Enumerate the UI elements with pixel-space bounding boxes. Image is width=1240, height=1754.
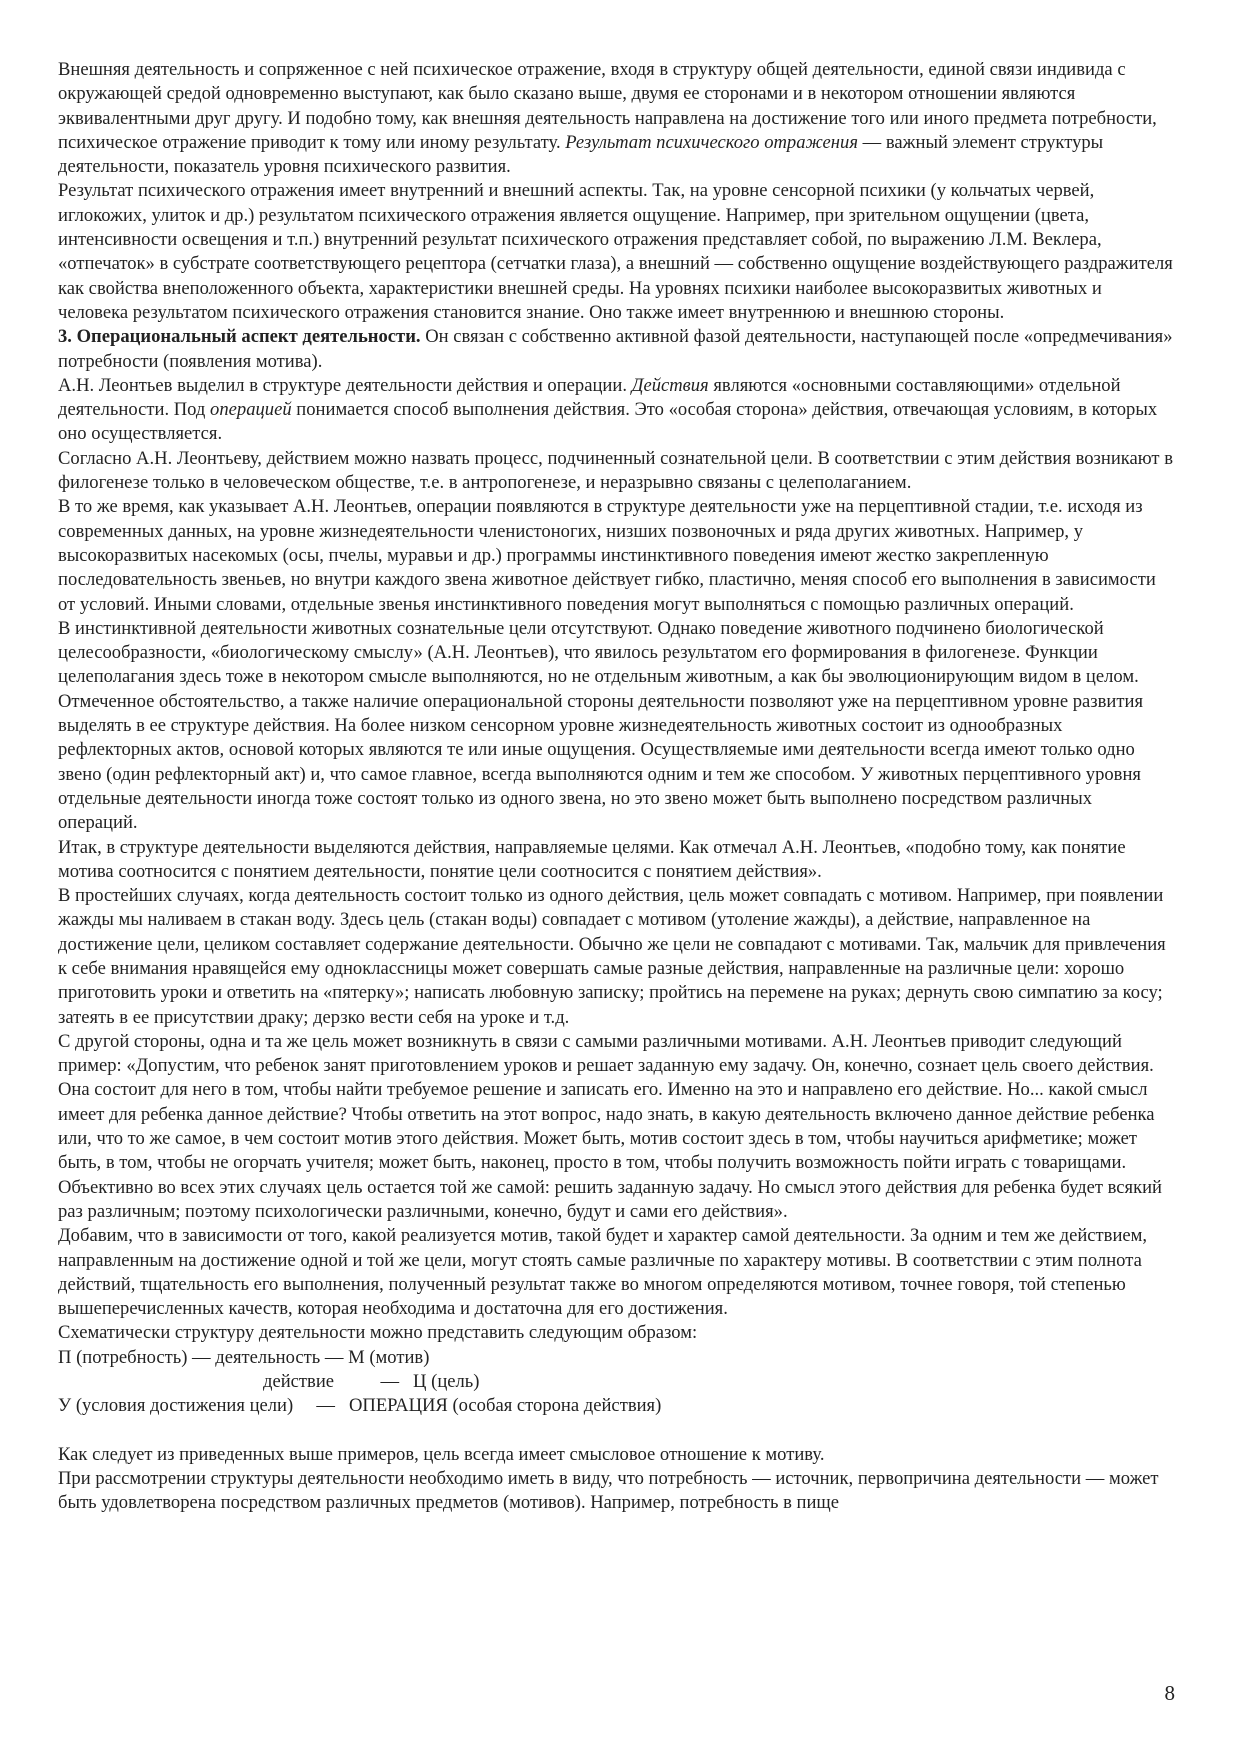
paragraph: При рассмотрении структуры деятельности необходимо иметь в виду, что потребность — источник, первопричина деятельности — может быть удовлетворена посредством различных предметов (мотивов). Например, потребность в пище — [58, 1467, 1159, 1514]
document-body — [58, 58, 1176, 1516]
italic-term: Результат психического отражения — [565, 131, 858, 153]
section-paragraph: 3. Операциональный аспект деятельности. Он связан с собственно активной фазой деятельности, наступающей после «опредмечивания» потребности (появления мотива). — [58, 326, 1173, 372]
section-heading: 3. Операциональный аспект деятельности. — [58, 326, 421, 348]
paragraph: Внешняя деятельность и сопряженное с ней психическое отражение, входя в структуру общей деятельности, единой связи индивида с окружающей средой одновременно выступают, как было сказано выше, двумя ее сторонами и в некотором отношении являются эквивалентными друг другу. И подобно тому, как внешняя деятельность направлена на достижение того или иного предмета потребности, психическое отражение приводит к тому или иному результату. Результат психического отражения — важный элемент структуры деятельности, показатель уровня психического развития. — [58, 59, 1157, 178]
activity-scheme — [58, 1346, 1176, 1419]
spacer — [58, 1419, 1176, 1443]
paragraph: Отмеченное обстоятельство, а также наличие операциональной стороны деятельности позволяют уже на перцептивном уровне развития выделять в ее структуре действия. На более низком сенсорном уровне жизнедеятельность животных состоит из однообразных рефлекторных актов, основой которых являются те или иные ощущения. Осуществляемые ими деятельности всегда имеют только одно звено (один рефлекторный акт) и, что самое главное, всегда выполняются одним и тем же способом. У животных перцептивного уровня отдельные деятельности иногда тоже состоят только из одного звена, но это звено может быть выполнено посредством различных операций. — [58, 690, 1144, 834]
paragraph: Схематически структуру деятельности можно представить следующим образом: — [58, 1322, 698, 1344]
paragraph: В инстинктивной деятельности животных сознательные цели отсутствуют. Однако поведение животного подчинено биологической целесообразности, «биологическому смыслу» (А.Н. Леонтьев), что явилось результатом его формирования в филогенезе. Функции целеполагания здесь тоже в некотором смысле выполняются, но не отдельным животным, а как бы эволюционирующим видом в целом. — [58, 617, 1139, 688]
page-number: 8 — [1164, 1681, 1175, 1705]
scheme-line-need: П (потребность) — деятельность — М (мотив) — [58, 1346, 430, 1368]
scheme-line-operation: У (условия достижения цели) — ОПЕРАЦИЯ (особая сторона действия) — [58, 1395, 662, 1417]
paragraph: Результат психического отражения имеет внутренний и внешний аспекты. Так, на уровне сенсорной психики (у кольчатых червей, иглокожих, улиток и др.) результатом психического отражения является ощущение. Например, при зрительном ощущении (цвета, интенсивности освещения и т.п.) внутренний результат психического отражения представляет собой, по выражению Л.М. Веклера, «отпечаток» в субстрате соответствующего рецептора (сетчатки глаза), а внешний — собственно ощущение воздействующего раздражителя как свойства внеположенного объекта, характеристики внешней среды. На уровнях психики наиболее высокоразвитых животных и человека результатом психического отражения становится знание. Оно также имеет внутреннюю и внешнюю стороны. — [58, 180, 1173, 323]
paragraph: Согласно А.Н. Леонтьеву, действием можно назвать процесс, подчиненный сознательной цели. В соответствии с этим действия возникают в филогенезе только в человеческом обществе, т.е. в антропогенезе, и неразрывно связаны с целеполаганием. — [58, 447, 1173, 494]
paragraph: В простейших случаях, когда деятельность состоит только из одного действия, цель может совпадать с мотивом. Например, при появлении жажды мы наливаем в стакан воду. Здесь цель (стакан воды) совпадает с мотивом (утоление жажды), а действие, направленное на достижение цели, целиком составляет содержание деятельности. Обычно же цели не совпадают с мотивами. Так, мальчик для привлечения к себе внимания нравящейся ему одноклассницы может совершать самые разные действия, направленные на различные цели: хорошо приготовить уроки и ответить на «пятерку»; написать любовную записку; пройтись на перемене на руках; дернуть свою симпатию за косу; затеять в ее присутствии драку; дерзко вести себя на уроке и т.д. — [58, 885, 1166, 1028]
italic-term: Действия — [631, 374, 709, 396]
paragraph: Добавим, что в зависимости от того, какой реализуется мотив, такой будет и характер самой деятельности. За одним и тем же действием, направленным на достижение одной и той же цели, могут стоять самые различные по характеру мотивы. В соответствии с этим полнота действий, тщательность его выполнения, полученный результат также во многом определяются мотивом, точнее говоря, той степенью вышеперечисленных качеств, которая необходима и достаточна для его достижения. — [58, 1225, 1148, 1320]
scheme-line-action: действие — Ц (цель) — [263, 1371, 480, 1393]
paragraph: В то же время, как указывает А.Н. Леонтьев, операции появляются в структуре деятельности уже на перцептивной стадии, т.е. исходя из современных данных, на уровне жизнедеятельности членистоногих, низших позвоночных и ряда других животных. Например, у высокоразвитых насекомых (осы, пчелы, муравьи и др.) программы инстинктивного поведения имеют жестко закрепленную последовательность звеньев, но внутри каждого звена животное действует гибко, пластично, меняя способ его выполнения в зависимости от условий. Иными словами, отдельные звенья инстинктивного поведения могут выполняться с помощью различных операций. — [58, 496, 1156, 615]
paragraph: А.Н. Леонтьев выделил в структуре деятельности действия и операции. Действия являются «основными составляющими» отдельной деятельности. Под операцией понимается способ выполнения действия. Это «особая сторона» действия, отвечающая условиям, в которых оно осуществляется. — [58, 374, 1158, 445]
paragraph: Как следует из приведенных выше примеров, цель всегда имеет смысловое отношение к мотиву. — [58, 1443, 825, 1465]
paragraph: Итак, в структуре деятельности выделяются действия, направляемые целями. Как отмечал А.Н. Леонтьев, «подобно тому, как понятие мотива соотносится с понятием деятельности, понятие цели соотносится с понятием действия». — [58, 836, 1126, 882]
italic-term: операцией — [210, 399, 292, 421]
paragraph: С другой стороны, одна и та же цель может возникнуть в связи с самыми различными мотивами. А.Н. Леонтьев приводит следующий пример: «Допустим, что ребенок занят приготовлением уроков и решает заданную ему задачу. Он, конечно, сознает цель своего действия. Она состоит для него в том, чтобы найти требуемое решение и записать его. Именно на это и направлено его действие. Но... какой смысл имеет для ребенка данное действие? Чтобы ответить на этот вопрос, надо знать, в какую деятельность включено данное действие ребенка или, что то же самое, в чем состоит мотив этого действия. Может быть, мотив состоит здесь в том, чтобы научиться арифметике; может быть, в том, чтобы не огорчать учителя; может быть, наконец, просто в том, чтобы получить возможность пойти играть с товарищами. Объективно во всех этих случаях цель остается той же самой: решить заданную задачу. Но смысл этого действия для ребенка будет всякий раз различным; поэтому психологически различными, конечно, будут и сами его действия». — [58, 1030, 1163, 1222]
